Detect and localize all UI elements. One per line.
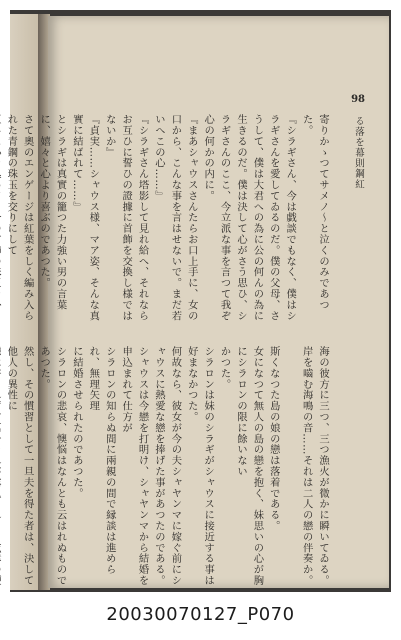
running-header: る落を幕則鋼紅	[353, 116, 364, 190]
image-id-caption: 20030070127_P070	[106, 604, 295, 625]
lower-text-block: 海の彼方に三つ、三つ漁火が微かに瞬いてゐる。 岸を嚙む海鳴の音……それは二人の戀の伴奏か。 斯くなつた島の娘の戀は落着である。 女になつて無人の島の戀を抱く、妹思いの心が胸にシラロンの限に餘いない かつた。 シラロンは妹のシラギがシャウスに接近する事は好まなかつた。 何故なら、彼女が今の夫シャヤンマに嫁ぐ前にシャウスに熱愛な戀を捧げた事があつたのである。シャウスは今戀を打明け、シャヤンマから結婚を申込まれて仕方が シラロンの知らぬ間に兩親の間で縁談は進められ、無理矢理 に結婚させられたのであつた。 シラロンの悲哀、懊悩はなんとも云はれぬものであつた。 然し、その慣習として一旦夫を得た者は、決して他人の異性に	[5, 346, 329, 586]
page-number: 98	[351, 94, 365, 105]
book-page	[5, 16, 389, 588]
upper-text-block: 寄りかゝつてサメノ〜と泣くのみであつた。 『シラギさん、今は戯談でもなく、僕はシラギさんを愛してゐるのだ。僕の父母、さうして、僕は大君への為に公の何んの為に生きるのだ。僕は決して心がさう思ひ、シラギさんのここ、今立派な事を言つて我ぞ心の何かの内に。 『まあシャウスさんたらお口上手に、女の口から、こんな事を言はせないで。まだ若いへこの心……』 『シラギさん塔影して見れ給へ、それならお互ひに誓ひの證據に首飾を交換し様ではないか』 『貞実……シャウス様、マア姿、そんな真實に結ばれて……』 とシラギは真實の籠つた力強い男の言葉に、嬉々と心より喜ぶのであつた。 さて奧のエンゲージは紅葉をしく編み入られた青鋼の珠玉を交りにして	[5, 114, 329, 322]
